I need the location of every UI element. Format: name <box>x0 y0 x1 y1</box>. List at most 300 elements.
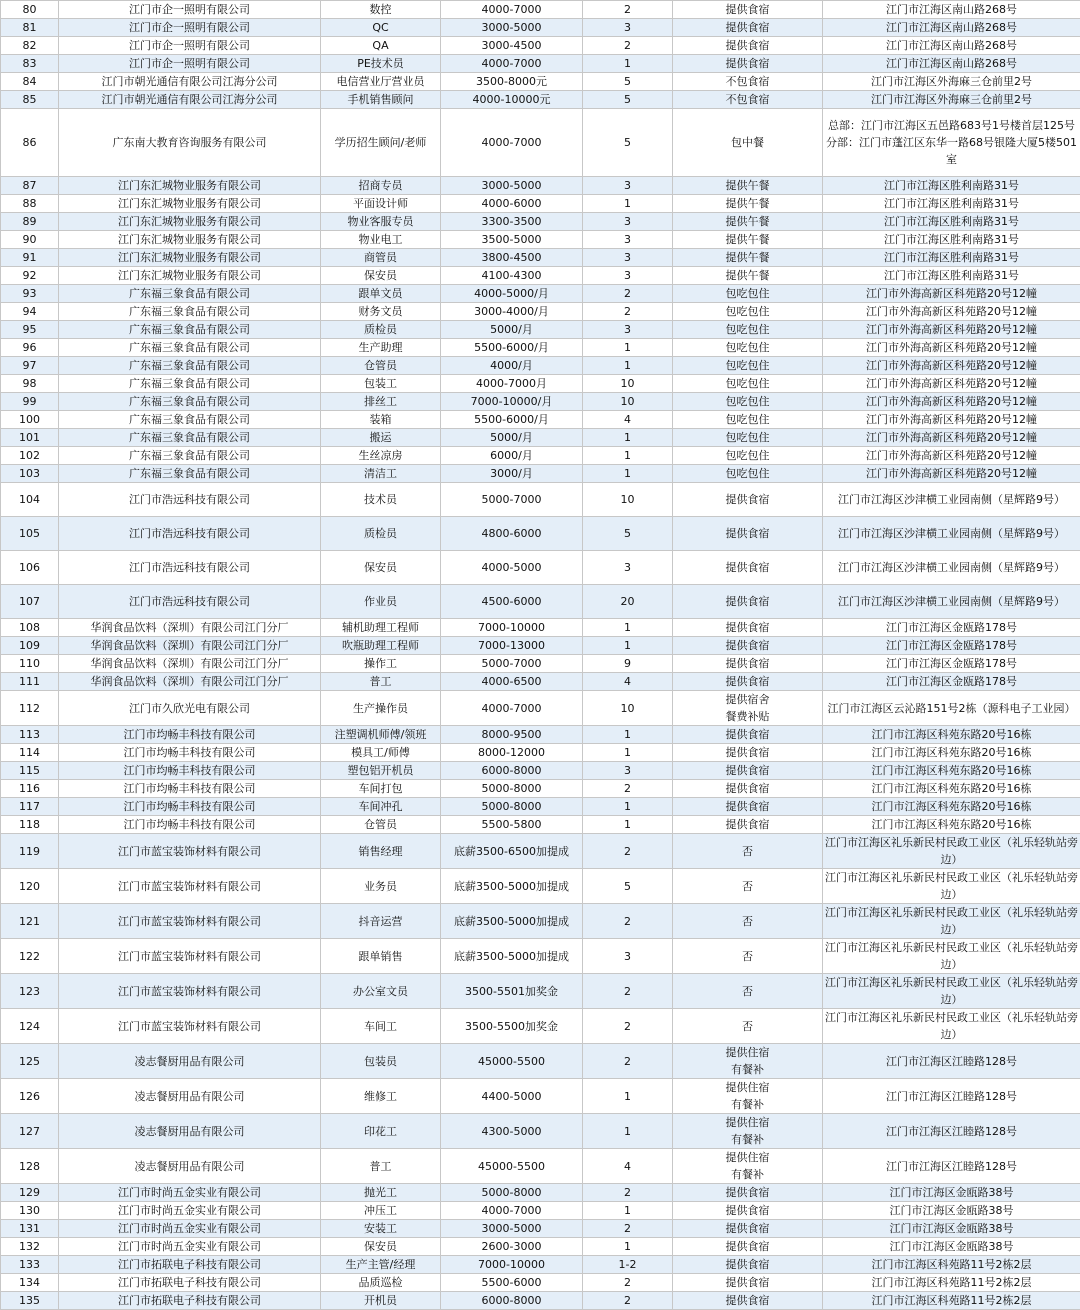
company-cell: 江门市均畅丰科技有限公司 <box>59 798 321 816</box>
table-row <box>1 762 1080 780</box>
address-cell: 江门市江海区江睦路128号 <box>823 1079 1080 1114</box>
salary-cell: 2600-3000 <box>441 1238 583 1256</box>
address-cell: 江门市江海区金瓯路178号 <box>823 637 1080 655</box>
position-cell: 普工 <box>321 673 441 691</box>
position-cell: 保安员 <box>321 1238 441 1256</box>
row-number-cell: 107 <box>1 585 59 619</box>
salary-cell: 5000-7000 <box>441 483 583 517</box>
benefit-cell: 提供食宿 <box>673 1256 823 1274</box>
salary-cell: 5500-6000/月 <box>441 339 583 357</box>
row-number-cell: 80 <box>1 1 59 19</box>
benefit-cell: 提供食宿 <box>673 637 823 655</box>
salary-cell: 7000-10000 <box>441 1256 583 1274</box>
benefit-cell: 提供食宿 <box>673 551 823 585</box>
company-cell: 广东福三象食品有限公司 <box>59 465 321 483</box>
salary-cell: 4000-10000元 <box>441 91 583 109</box>
benefit-cell: 提供食宿 <box>673 726 823 744</box>
address-cell: 江门市外海高新区科苑路20号12幢 <box>823 375 1080 393</box>
headcount-cell: 4 <box>583 1149 673 1184</box>
row-number-cell: 126 <box>1 1079 59 1114</box>
position-cell: 吹瓶助理工程师 <box>321 637 441 655</box>
table-row <box>1 37 1080 55</box>
position-cell: 保安员 <box>321 551 441 585</box>
headcount-cell: 1 <box>583 55 673 73</box>
company-cell: 江门市久欣光电有限公司 <box>59 691 321 726</box>
address-cell: 江门市江海区胜利南路31号 <box>823 231 1080 249</box>
address-cell: 江门市江海区外海麻三仓前里2号 <box>823 91 1080 109</box>
headcount-cell: 5 <box>583 91 673 109</box>
headcount-cell: 3 <box>583 249 673 267</box>
position-cell: 手机销售顾问 <box>321 91 441 109</box>
headcount-cell: 3 <box>583 213 673 231</box>
table-row <box>1 1 1080 19</box>
company-cell: 广东福三象食品有限公司 <box>59 375 321 393</box>
table-row <box>1 1220 1080 1238</box>
headcount-cell: 3 <box>583 321 673 339</box>
company-cell: 江门市均畅丰科技有限公司 <box>59 780 321 798</box>
salary-cell: 5000-8000 <box>441 780 583 798</box>
table-row <box>1 1292 1080 1310</box>
salary-cell: 3500-5000 <box>441 231 583 249</box>
company-cell: 凌志餐厨用品有限公司 <box>59 1114 321 1149</box>
benefit-cell: 提供住宿 有餐补 <box>673 1044 823 1079</box>
table-row <box>1 429 1080 447</box>
headcount-cell: 2 <box>583 1009 673 1044</box>
address-cell: 江门市江海区金瓯路178号 <box>823 655 1080 673</box>
table-row <box>1 73 1080 91</box>
salary-cell: 3300-3500 <box>441 213 583 231</box>
row-number-cell: 94 <box>1 303 59 321</box>
address-cell: 江门市江海区江睦路128号 <box>823 1114 1080 1149</box>
address-cell: 江门市江海区云沁路151号2栋（源科电子工业园） <box>823 691 1080 726</box>
row-number-cell: 82 <box>1 37 59 55</box>
benefit-cell: 提供宿舍 餐费补贴 <box>673 691 823 726</box>
table-row <box>1 465 1080 483</box>
benefit-cell: 提供食宿 <box>673 37 823 55</box>
benefit-cell: 否 <box>673 939 823 974</box>
row-number-cell: 121 <box>1 904 59 939</box>
company-cell: 江门市时尚五金实业有限公司 <box>59 1238 321 1256</box>
table-body <box>1 1 1080 1310</box>
row-number-cell: 130 <box>1 1202 59 1220</box>
position-cell: 开机员 <box>321 1292 441 1310</box>
company-cell: 江门东汇城物业服务有限公司 <box>59 177 321 195</box>
headcount-cell: 3 <box>583 267 673 285</box>
row-number-cell: 118 <box>1 816 59 834</box>
position-cell: 仓管员 <box>321 357 441 375</box>
benefit-cell: 提供午餐 <box>673 267 823 285</box>
table-row <box>1 655 1080 673</box>
benefit-cell: 提供食宿 <box>673 517 823 551</box>
salary-cell: 4500-6000 <box>441 585 583 619</box>
benefit-cell: 否 <box>673 904 823 939</box>
headcount-cell: 5 <box>583 869 673 904</box>
table-row <box>1 195 1080 213</box>
table-row <box>1 904 1080 939</box>
headcount-cell: 1 <box>583 816 673 834</box>
salary-cell: 7000-10000 <box>441 619 583 637</box>
benefit-cell: 提供午餐 <box>673 177 823 195</box>
position-cell: QC <box>321 19 441 37</box>
company-cell: 凌志餐厨用品有限公司 <box>59 1079 321 1114</box>
row-number-cell: 110 <box>1 655 59 673</box>
benefit-cell: 提供食宿 <box>673 55 823 73</box>
address-cell: 江门市外海高新区科苑路20号12幢 <box>823 339 1080 357</box>
position-cell: 生产操作员 <box>321 691 441 726</box>
row-number-cell: 95 <box>1 321 59 339</box>
headcount-cell: 1 <box>583 195 673 213</box>
address-cell: 江门市江海区金瓯路38号 <box>823 1238 1080 1256</box>
salary-cell: 4000-7000月 <box>441 375 583 393</box>
address-cell: 江门市江海区沙津横工业园南侧（星辉路9号） <box>823 585 1080 619</box>
table-row <box>1 339 1080 357</box>
salary-cell: 5000/月 <box>441 321 583 339</box>
table-row <box>1 357 1080 375</box>
position-cell: 生丝凉房 <box>321 447 441 465</box>
company-cell: 江门市蓝宝装饰材料有限公司 <box>59 939 321 974</box>
table-row <box>1 321 1080 339</box>
address-cell: 江门市江海区礼乐新民村民政工业区（礼乐轻轨站旁边） <box>823 974 1080 1009</box>
benefit-cell: 提供午餐 <box>673 231 823 249</box>
address-cell: 江门市江海区南山路268号 <box>823 37 1080 55</box>
address-cell: 江门市外海高新区科苑路20号12幢 <box>823 285 1080 303</box>
headcount-cell: 1 <box>583 1202 673 1220</box>
benefit-cell: 包吃包住 <box>673 339 823 357</box>
row-number-cell: 87 <box>1 177 59 195</box>
benefit-cell: 提供食宿 <box>673 1202 823 1220</box>
headcount-cell: 1 <box>583 744 673 762</box>
address-cell: 江门市江海区南山路268号 <box>823 19 1080 37</box>
company-cell: 江门市朝光通信有限公司江海分公司 <box>59 73 321 91</box>
position-cell: 商管员 <box>321 249 441 267</box>
row-number-cell: 120 <box>1 869 59 904</box>
benefit-cell: 包吃包住 <box>673 393 823 411</box>
address-cell: 江门市江海区科苑东路20号16栋 <box>823 798 1080 816</box>
benefit-cell: 提供住宿 有餐补 <box>673 1079 823 1114</box>
headcount-cell: 2 <box>583 1 673 19</box>
headcount-cell: 2 <box>583 37 673 55</box>
salary-cell: 45000-5500 <box>441 1044 583 1079</box>
salary-cell: 7000-13000 <box>441 637 583 655</box>
company-cell: 江门市浩远科技有限公司 <box>59 585 321 619</box>
company-cell: 江门市时尚五金实业有限公司 <box>59 1202 321 1220</box>
benefit-cell: 提供食宿 <box>673 483 823 517</box>
headcount-cell: 5 <box>583 73 673 91</box>
position-cell: QA <box>321 37 441 55</box>
headcount-cell: 2 <box>583 1044 673 1079</box>
benefit-cell: 提供食宿 <box>673 673 823 691</box>
address-cell: 江门市江海区科苑路11号2栋2层 <box>823 1274 1080 1292</box>
benefit-cell: 提供食宿 <box>673 780 823 798</box>
position-cell: 包装工 <box>321 375 441 393</box>
position-cell: 学历招生顾问/老师 <box>321 109 441 177</box>
salary-cell: 3500-5500加奖金 <box>441 1009 583 1044</box>
position-cell: 电信营业厅营业员 <box>321 73 441 91</box>
address-cell: 江门市外海高新区科苑路20号12幢 <box>823 429 1080 447</box>
table-row <box>1 726 1080 744</box>
address-cell: 江门市江海区礼乐新民村民政工业区（礼乐轻轨站旁边） <box>823 939 1080 974</box>
address-cell: 江门市江海区沙津横工业园南侧（星辉路9号） <box>823 551 1080 585</box>
address-cell: 江门市江海区沙津横工业园南侧（星辉路9号） <box>823 517 1080 551</box>
row-number-cell: 123 <box>1 974 59 1009</box>
salary-cell: 4000-7000 <box>441 1 583 19</box>
company-cell: 江门市蓝宝装饰材料有限公司 <box>59 1009 321 1044</box>
headcount-cell: 10 <box>583 375 673 393</box>
salary-cell: 5000-8000 <box>441 1184 583 1202</box>
address-cell: 江门市外海高新区科苑路20号12幢 <box>823 303 1080 321</box>
position-cell: 车间打包 <box>321 780 441 798</box>
headcount-cell: 1 <box>583 465 673 483</box>
headcount-cell: 1-2 <box>583 1256 673 1274</box>
row-number-cell: 124 <box>1 1009 59 1044</box>
table-row <box>1 267 1080 285</box>
salary-cell: 3500-8000元 <box>441 73 583 91</box>
benefit-cell: 提供食宿 <box>673 798 823 816</box>
row-number-cell: 104 <box>1 483 59 517</box>
salary-cell: 4800-6000 <box>441 517 583 551</box>
row-number-cell: 117 <box>1 798 59 816</box>
headcount-cell: 10 <box>583 483 673 517</box>
benefit-cell: 提供午餐 <box>673 213 823 231</box>
position-cell: 生产主管/经理 <box>321 1256 441 1274</box>
salary-cell: 3800-4500 <box>441 249 583 267</box>
benefit-cell: 提供住宿 有餐补 <box>673 1114 823 1149</box>
benefit-cell: 包吃包住 <box>673 303 823 321</box>
headcount-cell: 3 <box>583 19 673 37</box>
table-row <box>1 393 1080 411</box>
position-cell: 包装员 <box>321 1044 441 1079</box>
benefit-cell: 包吃包住 <box>673 429 823 447</box>
row-number-cell: 98 <box>1 375 59 393</box>
row-number-cell: 99 <box>1 393 59 411</box>
position-cell: 模具工/师傅 <box>321 744 441 762</box>
table-row <box>1 1256 1080 1274</box>
salary-cell: 6000/月 <box>441 447 583 465</box>
address-cell: 江门市江海区礼乐新民村民政工业区（礼乐轻轨站旁边） <box>823 904 1080 939</box>
company-cell: 江门市均畅丰科技有限公司 <box>59 816 321 834</box>
headcount-cell: 2 <box>583 1274 673 1292</box>
address-cell: 江门市江海区南山路268号 <box>823 1 1080 19</box>
benefit-cell: 包吃包住 <box>673 411 823 429</box>
benefit-cell: 否 <box>673 974 823 1009</box>
address-cell: 江门市江海区胜利南路31号 <box>823 177 1080 195</box>
position-cell: 品质巡检 <box>321 1274 441 1292</box>
address-cell: 江门市江海区科苑东路20号16栋 <box>823 762 1080 780</box>
table-row <box>1 91 1080 109</box>
position-cell: 保安员 <box>321 267 441 285</box>
table-row <box>1 780 1080 798</box>
table-row <box>1 1202 1080 1220</box>
benefit-cell: 包中餐 <box>673 109 823 177</box>
table-row <box>1 816 1080 834</box>
company-cell: 江门市拓联电子科技有限公司 <box>59 1292 321 1310</box>
table-row <box>1 375 1080 393</box>
table-row <box>1 637 1080 655</box>
table-row <box>1 834 1080 869</box>
address-cell: 江门市江海区外海麻三仓前里2号 <box>823 73 1080 91</box>
company-cell: 江门市企一照明有限公司 <box>59 19 321 37</box>
address-cell: 江门市江海区科苑东路20号16栋 <box>823 816 1080 834</box>
company-cell: 江门市浩远科技有限公司 <box>59 551 321 585</box>
company-cell: 江门东汇城物业服务有限公司 <box>59 249 321 267</box>
table-row <box>1 1238 1080 1256</box>
headcount-cell: 2 <box>583 904 673 939</box>
benefit-cell: 不包食宿 <box>673 73 823 91</box>
headcount-cell: 1 <box>583 619 673 637</box>
address-cell: 江门市江海区礼乐新民村民政工业区（礼乐轻轨站旁边） <box>823 869 1080 904</box>
table-row <box>1 1114 1080 1149</box>
table-row <box>1 585 1080 619</box>
row-number-cell: 91 <box>1 249 59 267</box>
position-cell: 塑包铝开机员 <box>321 762 441 780</box>
table-row <box>1 303 1080 321</box>
benefit-cell: 包吃包住 <box>673 447 823 465</box>
company-cell: 广东福三象食品有限公司 <box>59 303 321 321</box>
address-cell: 江门市江海区江睦路128号 <box>823 1149 1080 1184</box>
salary-cell: 底薪3500-5000加提成 <box>441 904 583 939</box>
table-row <box>1 619 1080 637</box>
benefit-cell: 提供食宿 <box>673 1184 823 1202</box>
benefit-cell: 提供食宿 <box>673 19 823 37</box>
table-row <box>1 1274 1080 1292</box>
headcount-cell: 1 <box>583 429 673 447</box>
row-number-cell: 114 <box>1 744 59 762</box>
benefit-cell: 包吃包住 <box>673 321 823 339</box>
salary-cell: 3500-5501加奖金 <box>441 974 583 1009</box>
company-cell: 江门市企一照明有限公司 <box>59 37 321 55</box>
salary-cell: 底薪3500-6500加提成 <box>441 834 583 869</box>
benefit-cell: 提供食宿 <box>673 744 823 762</box>
row-number-cell: 85 <box>1 91 59 109</box>
company-cell: 华润食品饮料（深圳）有限公司江门分厂 <box>59 673 321 691</box>
company-cell: 江门市拓联电子科技有限公司 <box>59 1256 321 1274</box>
row-number-cell: 86 <box>1 109 59 177</box>
row-number-cell: 102 <box>1 447 59 465</box>
company-cell: 广东南大教育咨询服务有限公司 <box>59 109 321 177</box>
headcount-cell: 3 <box>583 231 673 249</box>
table-row <box>1 517 1080 551</box>
company-cell: 江门东汇城物业服务有限公司 <box>59 213 321 231</box>
benefit-cell: 包吃包住 <box>673 285 823 303</box>
benefit-cell: 提供食宿 <box>673 1238 823 1256</box>
position-cell: 车间冲孔 <box>321 798 441 816</box>
position-cell: 平面设计师 <box>321 195 441 213</box>
benefit-cell: 不包食宿 <box>673 91 823 109</box>
company-cell: 江门市拓联电子科技有限公司 <box>59 1274 321 1292</box>
position-cell: 生产助理 <box>321 339 441 357</box>
benefit-cell: 提供食宿 <box>673 1 823 19</box>
benefit-cell: 提供住宿 有餐补 <box>673 1149 823 1184</box>
row-number-cell: 106 <box>1 551 59 585</box>
company-cell: 江门市时尚五金实业有限公司 <box>59 1220 321 1238</box>
salary-cell: 4000-7000 <box>441 109 583 177</box>
benefit-cell: 提供午餐 <box>673 249 823 267</box>
address-cell: 江门市江海区礼乐新民村民政工业区（礼乐轻轨站旁边） <box>823 1009 1080 1044</box>
headcount-cell: 1 <box>583 1238 673 1256</box>
salary-cell: 7000-10000/月 <box>441 393 583 411</box>
company-cell: 广东福三象食品有限公司 <box>59 447 321 465</box>
headcount-cell: 10 <box>583 691 673 726</box>
address-cell: 江门市江海区金瓯路178号 <box>823 673 1080 691</box>
salary-cell: 4000-7000 <box>441 1202 583 1220</box>
salary-cell: 8000-9500 <box>441 726 583 744</box>
row-number-cell: 83 <box>1 55 59 73</box>
row-number-cell: 125 <box>1 1044 59 1079</box>
benefit-cell: 提供食宿 <box>673 1274 823 1292</box>
benefit-cell: 包吃包住 <box>673 357 823 375</box>
salary-cell: 5000-7000 <box>441 655 583 673</box>
position-cell: 业务员 <box>321 869 441 904</box>
table-row <box>1 231 1080 249</box>
company-cell: 江门市蓝宝装饰材料有限公司 <box>59 834 321 869</box>
company-cell: 华润食品饮料（深圳）有限公司江门分厂 <box>59 619 321 637</box>
headcount-cell: 9 <box>583 655 673 673</box>
row-number-cell: 93 <box>1 285 59 303</box>
headcount-cell: 2 <box>583 285 673 303</box>
salary-cell: 底薪3500-5000加提成 <box>441 939 583 974</box>
position-cell: 质检员 <box>321 321 441 339</box>
row-number-cell: 81 <box>1 19 59 37</box>
address-cell: 江门市外海高新区科苑路20号12幢 <box>823 447 1080 465</box>
headcount-cell: 2 <box>583 303 673 321</box>
address-cell: 江门市江海区金瓯路38号 <box>823 1202 1080 1220</box>
table-row <box>1 939 1080 974</box>
address-cell: 江门市江海区胜利南路31号 <box>823 267 1080 285</box>
address-cell: 江门市外海高新区科苑路20号12幢 <box>823 357 1080 375</box>
row-number-cell: 84 <box>1 73 59 91</box>
position-cell: 跟单销售 <box>321 939 441 974</box>
position-cell: 排丝工 <box>321 393 441 411</box>
table-row <box>1 447 1080 465</box>
company-cell: 江门市蓝宝装饰材料有限公司 <box>59 869 321 904</box>
table-row <box>1 285 1080 303</box>
company-cell: 江门市蓝宝装饰材料有限公司 <box>59 904 321 939</box>
row-number-cell: 100 <box>1 411 59 429</box>
company-cell: 江门市朝光通信有限公司江海分公司 <box>59 91 321 109</box>
position-cell: 招商专员 <box>321 177 441 195</box>
salary-cell: 4000-5000 <box>441 551 583 585</box>
headcount-cell: 4 <box>583 411 673 429</box>
position-cell: 车间工 <box>321 1009 441 1044</box>
row-number-cell: 111 <box>1 673 59 691</box>
address-cell: 江门市江海区礼乐新民村民政工业区（礼乐轻轨站旁边） <box>823 834 1080 869</box>
position-cell: 抖音运营 <box>321 904 441 939</box>
row-number-cell: 116 <box>1 780 59 798</box>
salary-cell: 4000-6500 <box>441 673 583 691</box>
position-cell: 注塑调机师傅/领班 <box>321 726 441 744</box>
row-number-cell: 109 <box>1 637 59 655</box>
benefit-cell: 提供食宿 <box>673 762 823 780</box>
salary-cell: 4000-7000 <box>441 55 583 73</box>
company-cell: 江门市时尚五金实业有限公司 <box>59 1184 321 1202</box>
headcount-cell: 2 <box>583 780 673 798</box>
row-number-cell: 112 <box>1 691 59 726</box>
position-cell: 质检员 <box>321 517 441 551</box>
row-number-cell: 108 <box>1 619 59 637</box>
address-cell: 江门市江海区胜利南路31号 <box>823 213 1080 231</box>
table-row <box>1 1149 1080 1184</box>
company-cell: 广东福三象食品有限公司 <box>59 411 321 429</box>
salary-cell: 6000-8000 <box>441 1292 583 1310</box>
table-row <box>1 798 1080 816</box>
salary-cell: 6000-8000 <box>441 762 583 780</box>
benefit-cell: 否 <box>673 834 823 869</box>
table-row <box>1 869 1080 904</box>
company-cell: 江门市均畅丰科技有限公司 <box>59 762 321 780</box>
headcount-cell: 2 <box>583 1184 673 1202</box>
row-number-cell: 113 <box>1 726 59 744</box>
position-cell: 安装工 <box>321 1220 441 1238</box>
